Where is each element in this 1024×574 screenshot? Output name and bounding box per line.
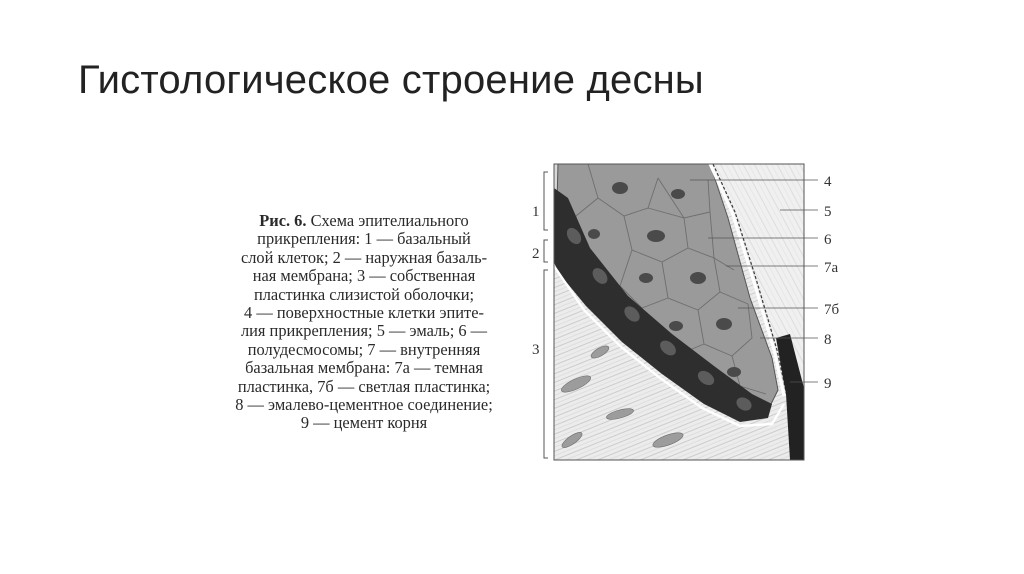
caption-line: пластинка слизистой оболочки;: [253, 284, 475, 304]
caption-line: базальная мембрана: 7а — темная: [245, 358, 483, 378]
histology-figure: [528, 158, 858, 468]
caption-line: слой клеток; 2 — наружная базаль-: [240, 247, 488, 267]
caption-line: 4 — поверхностные клетки эпите-: [244, 303, 484, 323]
caption-line: пластинка, 7б — светлая пластинка;: [237, 376, 491, 396]
caption-line: прикрепления: 1 — базальный: [257, 229, 471, 249]
label-5: 5: [824, 204, 832, 220]
caption-line: ная мембрана; 3 — собственная: [252, 266, 476, 286]
caption-fig-label: Рис. 6.: [259, 211, 307, 230]
label-6: 6: [824, 232, 832, 248]
caption-line: [206, 212, 522, 230]
caption-text: Схема эпителиального: [310, 211, 469, 230]
slide-title: Гистологическое строение десны: [78, 58, 704, 102]
label-2: 2: [532, 246, 540, 262]
label-8: 8: [824, 332, 832, 348]
label-9: 9: [824, 376, 832, 392]
label-4: 4: [824, 174, 832, 190]
label-3: 3: [532, 342, 540, 358]
caption-line: полудесмосомы; 7 — внутренняя: [247, 339, 481, 359]
histology-diagram: [528, 158, 858, 468]
figure-caption: [206, 212, 522, 433]
caption-line: 9 — цемент корня: [300, 413, 428, 433]
label-7b: 7б: [824, 302, 840, 318]
caption-line: 8 — эмалево-цементное соединение;: [235, 395, 493, 415]
label-1: 1: [532, 204, 540, 220]
caption-line: лия прикрепления; 5 — эмаль; 6 —: [240, 321, 488, 341]
figure-artwork: [554, 164, 804, 460]
left-brackets: [544, 172, 548, 458]
label-7a: 7а: [824, 260, 839, 276]
